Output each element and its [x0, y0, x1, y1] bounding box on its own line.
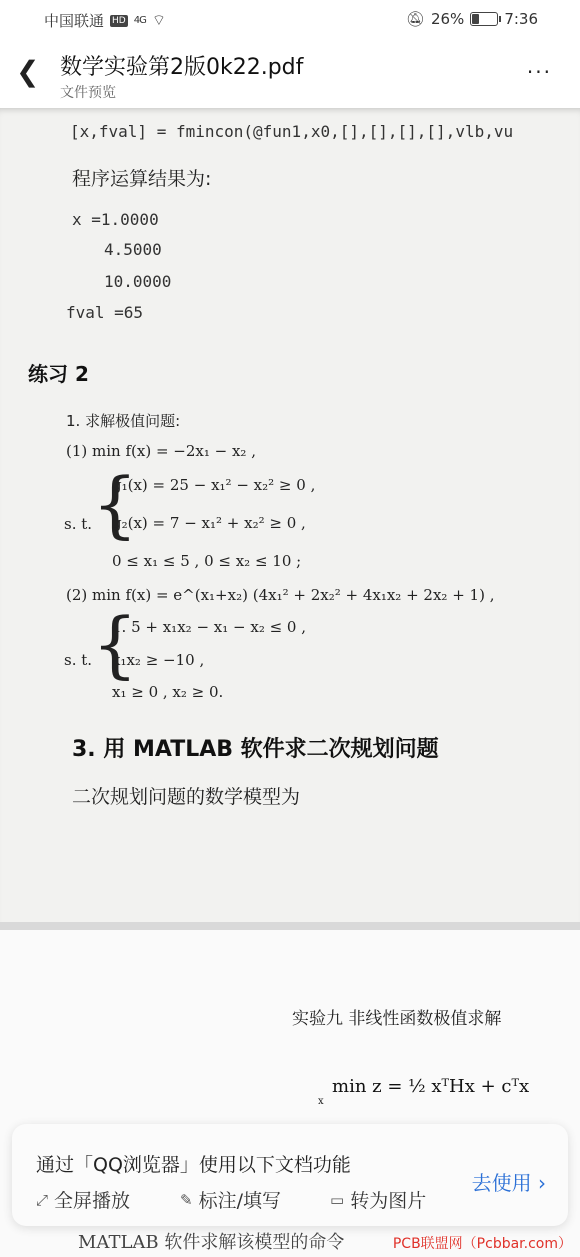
constraint-line: g₂(x) = 7 − x₁² + x₂² ≥ 0 , [112, 514, 306, 532]
app-bar [0, 40, 580, 108]
mute-bell-icon: 🔕︎ [405, 10, 425, 28]
annotate-label: 标注/填写 [198, 1190, 281, 1212]
problem-1-objective: (1) min f(x) = −2x₁ − x₂ , [66, 442, 256, 460]
image-icon: ▭ [330, 1190, 345, 1209]
constraint-brace: { [92, 602, 138, 686]
document-subtitle: 文件预览 [60, 85, 116, 101]
to-image-button[interactable] [330, 1186, 426, 1213]
carrier-label: 中国联通 [44, 12, 105, 30]
constraint-line: x₁ ≥ 0 , x₂ ≥ 0. [112, 683, 224, 701]
problem-2-objective: (2) min f(x) = e^(x₁+x₂) (4x₁² + 2x₂² + 4x₁x₂ + 2x₂ + 1) , [66, 586, 495, 604]
to-image-label: 转为图片 [350, 1190, 427, 1212]
status-bar [0, 0, 580, 40]
page-divider [0, 922, 580, 930]
use-button[interactable]: 去使用 › [471, 1171, 546, 1195]
fval-line: fval =65 [66, 303, 144, 322]
constraint-line: x₁x₂ ≥ −10 , [112, 651, 205, 669]
wifi-icon: ⌔ [151, 11, 166, 29]
section-heading: 3. 用 MATLAB 软件求二次规划问题 [72, 737, 439, 762]
running-head: 实验九 非线性函数极值求解 [292, 1009, 502, 1029]
x-value-line: x =1.0000 [72, 210, 159, 229]
x-value-line: 4.5000 [104, 240, 162, 259]
more-options-icon[interactable]: ··· [526, 60, 552, 84]
section-text: 二次规划问题的数学模型为 [72, 786, 301, 808]
back-arrow-icon[interactable]: ❮ [16, 55, 40, 88]
x-value-line: 10.0000 [104, 272, 172, 291]
watermark: PCB联盟网（Pcbbar.com） [392, 1236, 572, 1252]
constraint-brace: { [92, 462, 138, 546]
qp-formula: min z = ½ xᵀHx + cᵀx [332, 1076, 530, 1097]
constraint-line: g₁(x) = 25 − x₁² − x₂² ≥ 0 , [112, 476, 316, 494]
document-title: 数学实验第2版0k22.pdf [60, 55, 304, 80]
clock: 7:36 [504, 10, 538, 28]
hd-icon: HD [112, 15, 126, 26]
qq-browser-banner [12, 1124, 568, 1226]
edit-icon: ✎ [180, 1190, 193, 1209]
battery-icon [470, 12, 498, 26]
banner-message: 通过「QQ浏览器」使用以下文档功能 [36, 1154, 351, 1176]
constraint-line: 1. 5 + x₁x₂ − x₁ − x₂ ≤ 0 , [112, 618, 307, 636]
fullscreen-label: 全屏播放 [54, 1190, 131, 1212]
exercise-heading: 练习 2 [28, 362, 89, 386]
partial-text-line: MATLAB 软件求解该模型的命令 [78, 1232, 345, 1253]
signal-icon: 4G [133, 15, 146, 26]
fullscreen-button[interactable] [36, 1186, 130, 1213]
battery-percent: 26% [430, 10, 465, 28]
code-line: [x,fval] = fmincon(@fun1,x0,[],[],[],[],vlb,vu [70, 122, 514, 141]
document-page[interactable] [0, 108, 580, 922]
qp-formula-subscript: x [318, 1096, 324, 1107]
expand-icon: ⤢ [36, 1190, 49, 1209]
result-intro: 程序运算结果为: [72, 168, 212, 190]
annotate-button[interactable] [180, 1186, 281, 1213]
subject-to-label: s. t. [64, 651, 93, 669]
question-1: 1. 求解极值问题: [66, 412, 181, 430]
constraint-line: 0 ≤ x₁ ≤ 5 , 0 ≤ x₂ ≤ 10 ; [112, 552, 302, 570]
subject-to-label: s. t. [64, 515, 93, 533]
